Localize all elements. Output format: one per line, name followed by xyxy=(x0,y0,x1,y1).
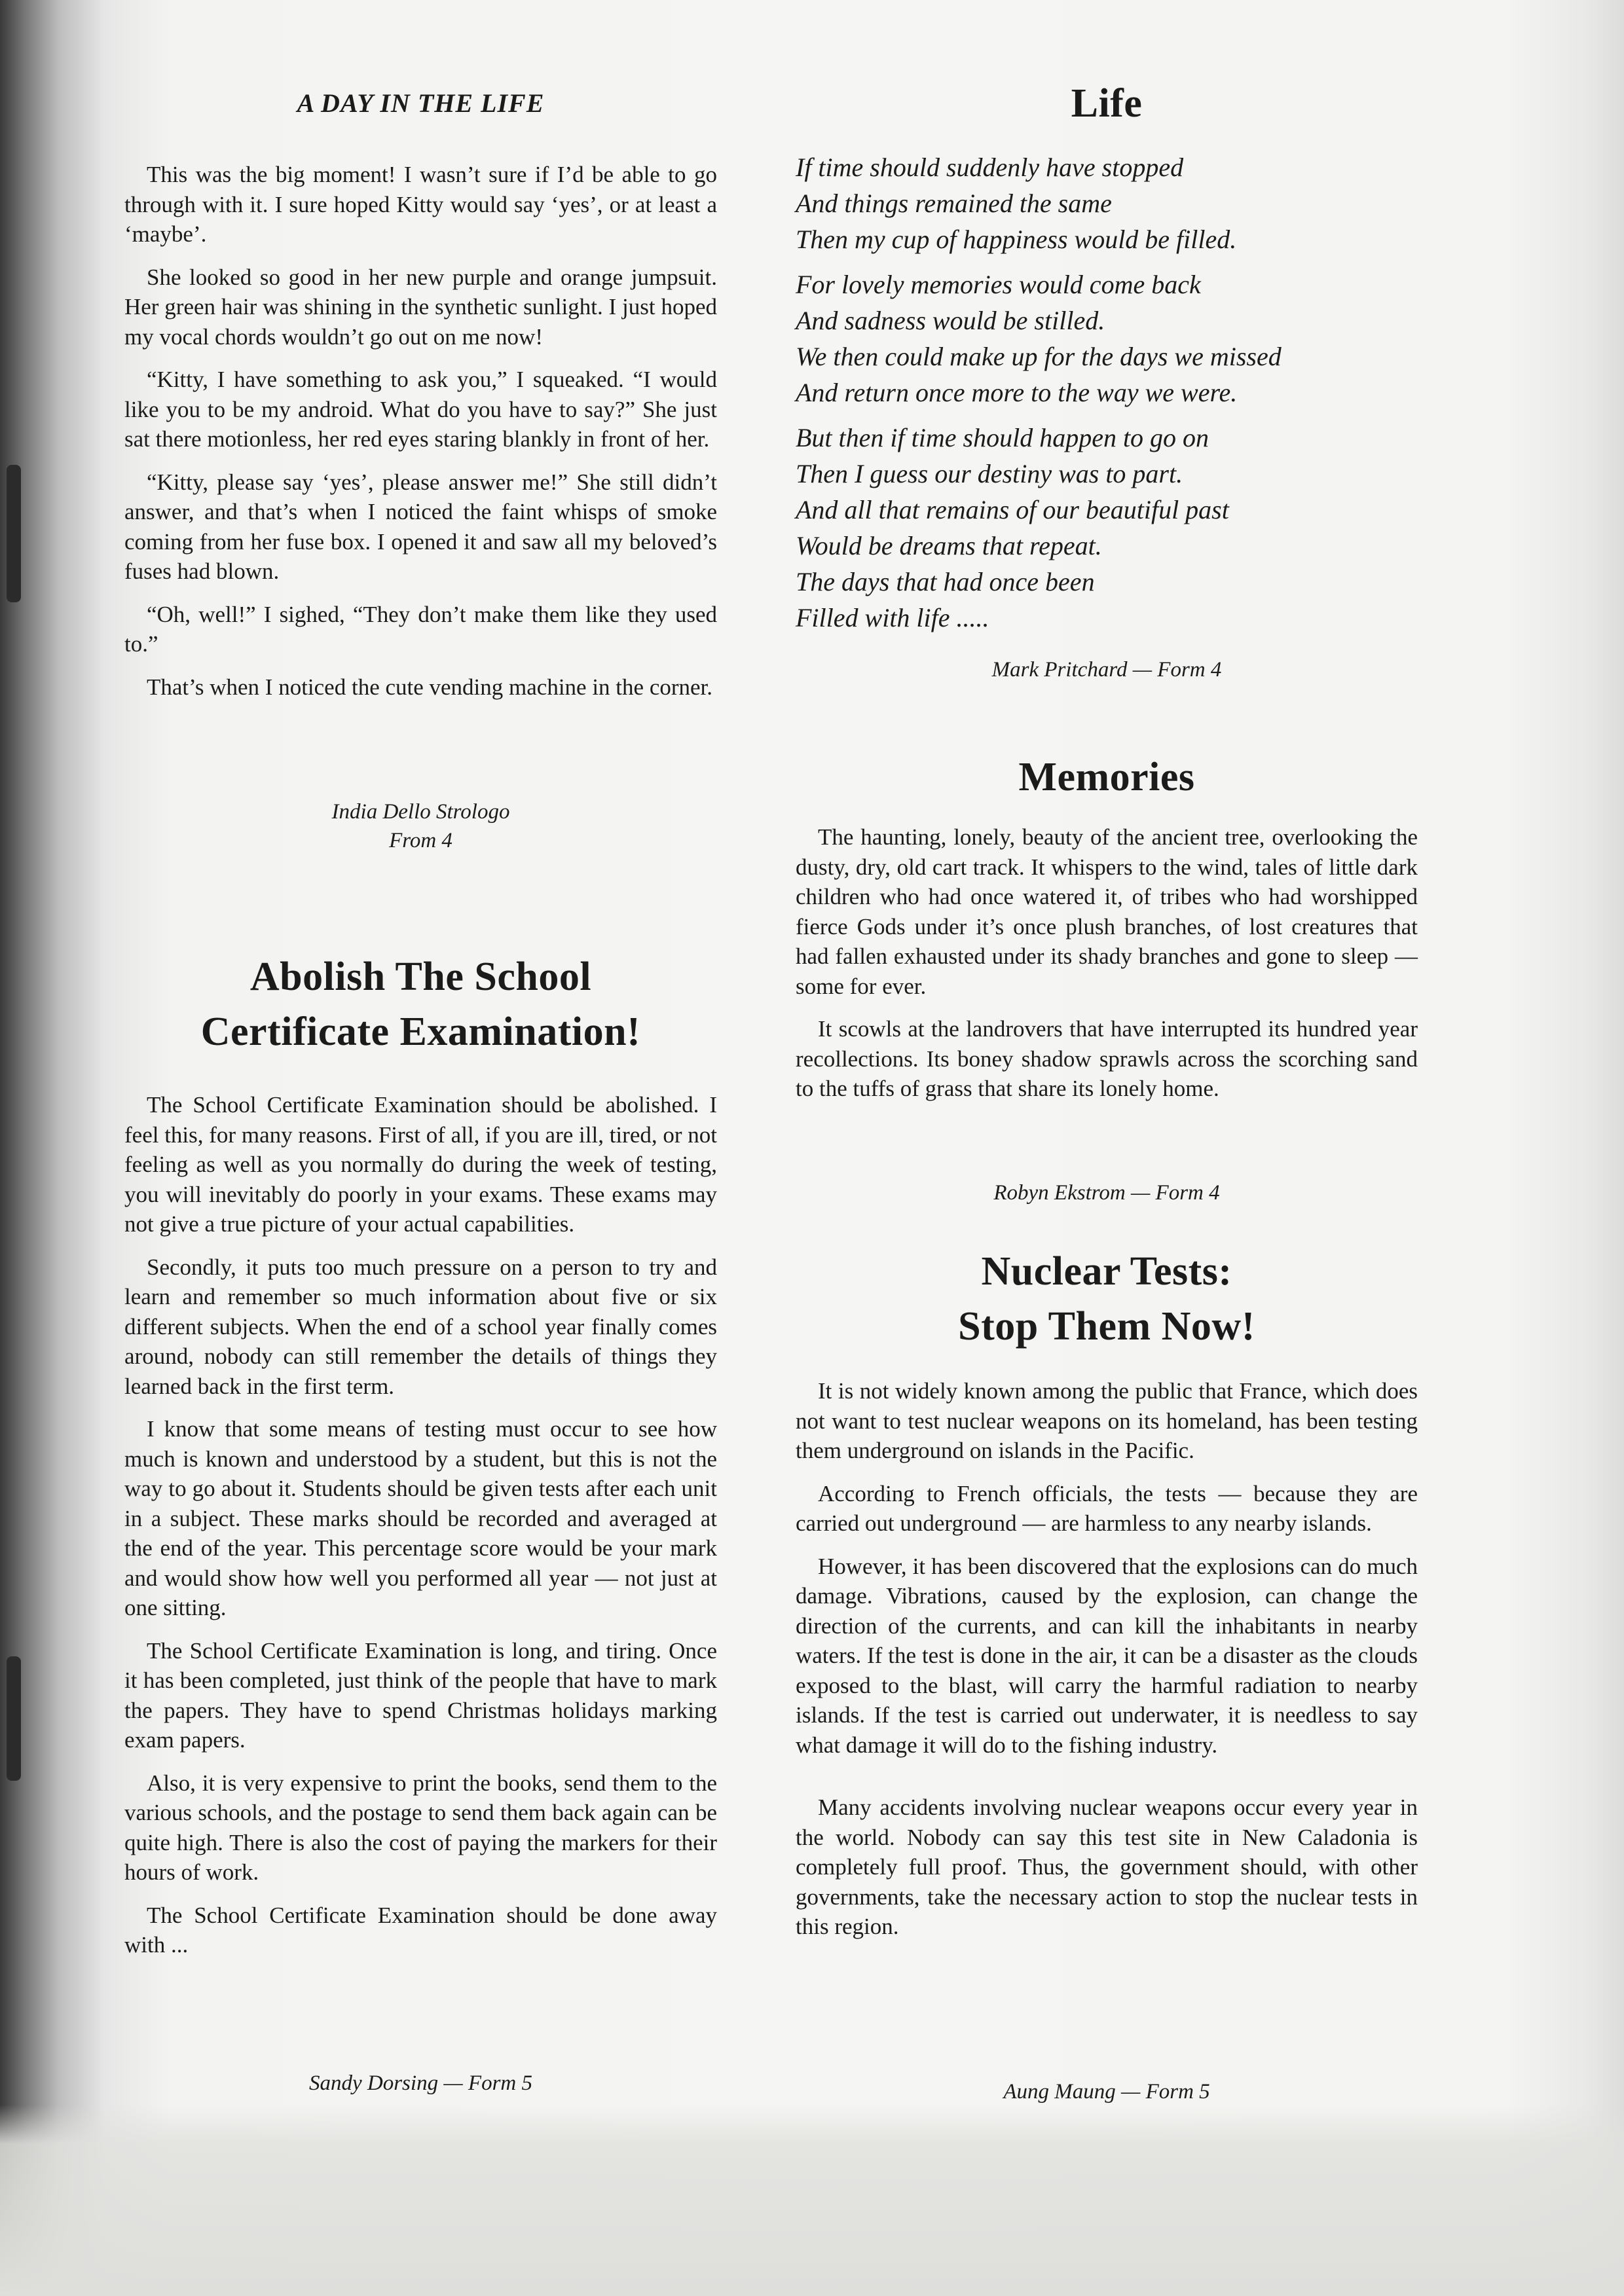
poem-line: For lovely memories would come back xyxy=(796,270,1201,299)
author-form: From 4 xyxy=(389,829,452,852)
poem-line: But then if time should happen to go on xyxy=(796,423,1209,452)
nuclear-title-line-2: Stop Them Now! xyxy=(958,1304,1255,1349)
paragraph: It scowls at the landrovers that have interrupted its hundred year recollections. Its boney shadow sprawls across the scorching sand to the tuffs of grass that share its lonely home. xyxy=(796,1016,1418,1101)
day-in-life-body xyxy=(124,160,717,715)
poem-stanza xyxy=(796,420,1418,636)
memories-title: Memories xyxy=(1018,755,1195,799)
paragraph: “Kitty, I have something to ask you,” I squeaked. “I would like you to be my android. What do you have to say?” She just sat there motionless, her red eyes staring blankly in front of her. xyxy=(124,367,717,452)
paragraph: The School Certificate Examination should be abolished. I feel this, for many reasons. First of all, if you are ill, tired, or not feeling as well as you normally do during the week of testing, you will inevitably do poorly in your exams. These exams may not give a true picture of your actual capabilities. xyxy=(124,1092,717,1237)
abolish-title-line-2: Certificate Examination! xyxy=(200,1010,641,1054)
nuclear-title-line-1: Nuclear Tests: xyxy=(981,1249,1232,1294)
memories-signature: Robyn Ekstrom — Form 4 xyxy=(993,1181,1220,1205)
paragraph: She looked so good in her new purple and orange jumpsuit. Her green hair was shining in the synthetic sunlight. I just hoped my vocal chords wouldn’t go out on me now! xyxy=(124,264,717,350)
poem-line: If time should suddenly have stopped xyxy=(796,153,1184,182)
poem-line: The days that had once been xyxy=(796,567,1095,596)
paragraph: The haunting, lonely, beauty of the ancient tree, overlooking the dusty, dry, old cart track. It whispers to the wind, tales of little dark children who had once watered it, of tribes who had worshipped fierce Gods under it’s once plush branches, of lost creatures that had fallen exhausted under its shady branches and gone to sleep — some for ever. xyxy=(796,824,1418,999)
binding-tape-mark-top xyxy=(7,465,21,602)
poem-line: And things remained the same xyxy=(796,189,1112,218)
life-poem xyxy=(796,149,1418,645)
paragraph: I know that some means of testing must occur to see how much is known and understood by a student, but this is not the way to go about it. Students should be given tests after each unit in a subject. These marks should be recorded and averaged at the end of the year. This percentage score would be your mark and would show how well you performed all year — not just at one sitting. xyxy=(124,1416,717,1620)
paragraph: The School Certificate Examination is long, and tiring. Once it has been completed, just think of the people that have to mark the papers. They have to spend Christmas holidays marking exam papers. xyxy=(124,1637,717,1753)
paragraph: However, it has been discovered that the explosions can do much damage. Vibrations, caused by the explosion, can change the direction of the currents, and can kill the inhabitants in nearby waters. If the test is done in the air, it can be a disaster as the clouds exposed to the blast, will carry the harmful radiation to nearby islands. If the test is carried out underwater, it is needless to say what damage it will do to the fishing industry. xyxy=(796,1553,1418,1758)
author-name: India Dello Strologo xyxy=(331,800,510,824)
poem-line: Then my cup of happiness would be filled. xyxy=(796,225,1237,254)
paragraph: This was the big moment! I wasn’t sure if I’d be able to go through with it. I sure hoped Kitty would say ‘yes’, or at least a ‘maybe’. xyxy=(124,162,717,247)
day-in-life-title-wrap xyxy=(124,84,717,123)
poem-line: Filled with life ..... xyxy=(796,603,989,632)
life-signature: Mark Pritchard — Form 4 xyxy=(991,658,1222,682)
abolish-title xyxy=(124,949,717,1059)
paragraph: “Oh, well!” I sighed, “They don’t make them like they used to.” xyxy=(124,601,717,657)
day-in-life-title: A DAY IN THE LIFE xyxy=(297,88,545,118)
paragraph: The School Certificate Examination should be done away with ... xyxy=(124,1902,717,1958)
abolish-signature: Sandy Dorsing — Form 5 xyxy=(308,2071,532,2095)
paragraph: That’s when I noticed the cute vending machine in the corner. xyxy=(147,674,713,700)
day-in-life-signature xyxy=(124,797,717,855)
paragraph: Also, it is very expensive to print the books, send them to the various schools, and the postage to send them back again can be quite high. There is also the cost of paying the markers for their hours of work. xyxy=(124,1770,717,1885)
paragraph: Secondly, it puts too much pressure on a person to try and learn and remember so much information about five or six different subjects. When the end of a school year finally comes around, nobody can still remember the details of things they learned back in the first term. xyxy=(124,1254,717,1399)
paragraph: It is not widely known among the public that France, which does not want to test nuclear weapons on its homeland, has been testing them underground on islands in the Pacific. xyxy=(796,1378,1418,1463)
abolish-body xyxy=(124,1090,717,1973)
poem-line: We then could make up for the days we missed xyxy=(796,342,1282,371)
binding-tape-mark-bottom xyxy=(7,1656,21,1781)
poem-line: And return once more to the way we were. xyxy=(796,378,1238,407)
nuclear-signature: Aung Maung — Form 5 xyxy=(1003,2080,1210,2104)
poem-stanza xyxy=(796,266,1418,410)
abolish-title-line-1: Abolish The School xyxy=(249,955,592,999)
nuclear-title xyxy=(796,1244,1418,1354)
life-title: Life xyxy=(1071,81,1143,126)
poem-line: Would be dreams that repeat. xyxy=(796,531,1102,560)
paragraph: Many accidents involving nuclear weapons occur every year in the world. Nobody can say this test site in New Caladonia is completely full proof. Thus, the government should, with other governments, take the necessary action to stop the nuclear tests in this region. xyxy=(796,1795,1418,1939)
poem-line: And sadness would be stilled. xyxy=(796,306,1105,335)
memories-body xyxy=(796,822,1418,1117)
nuclear-body xyxy=(796,1376,1418,1955)
poem-line: Then I guess our destiny was to part. xyxy=(796,459,1183,488)
paragraph: “Kitty, please say ‘yes’, please answer me!” She still didn’t answer, and that’s when I noticed the faint whisps of smoke coming from her fuse box. I opened it and saw all my beloved’s fuses had blown. xyxy=(124,469,717,584)
poem-stanza xyxy=(796,149,1418,257)
paragraph: According to French officials, the tests — because they are carried out underground — are harmless to any nearby islands. xyxy=(796,1480,1418,1536)
poem-line: And all that remains of our beautiful past xyxy=(796,495,1229,524)
page-bottom-shadow xyxy=(0,2105,1624,2296)
